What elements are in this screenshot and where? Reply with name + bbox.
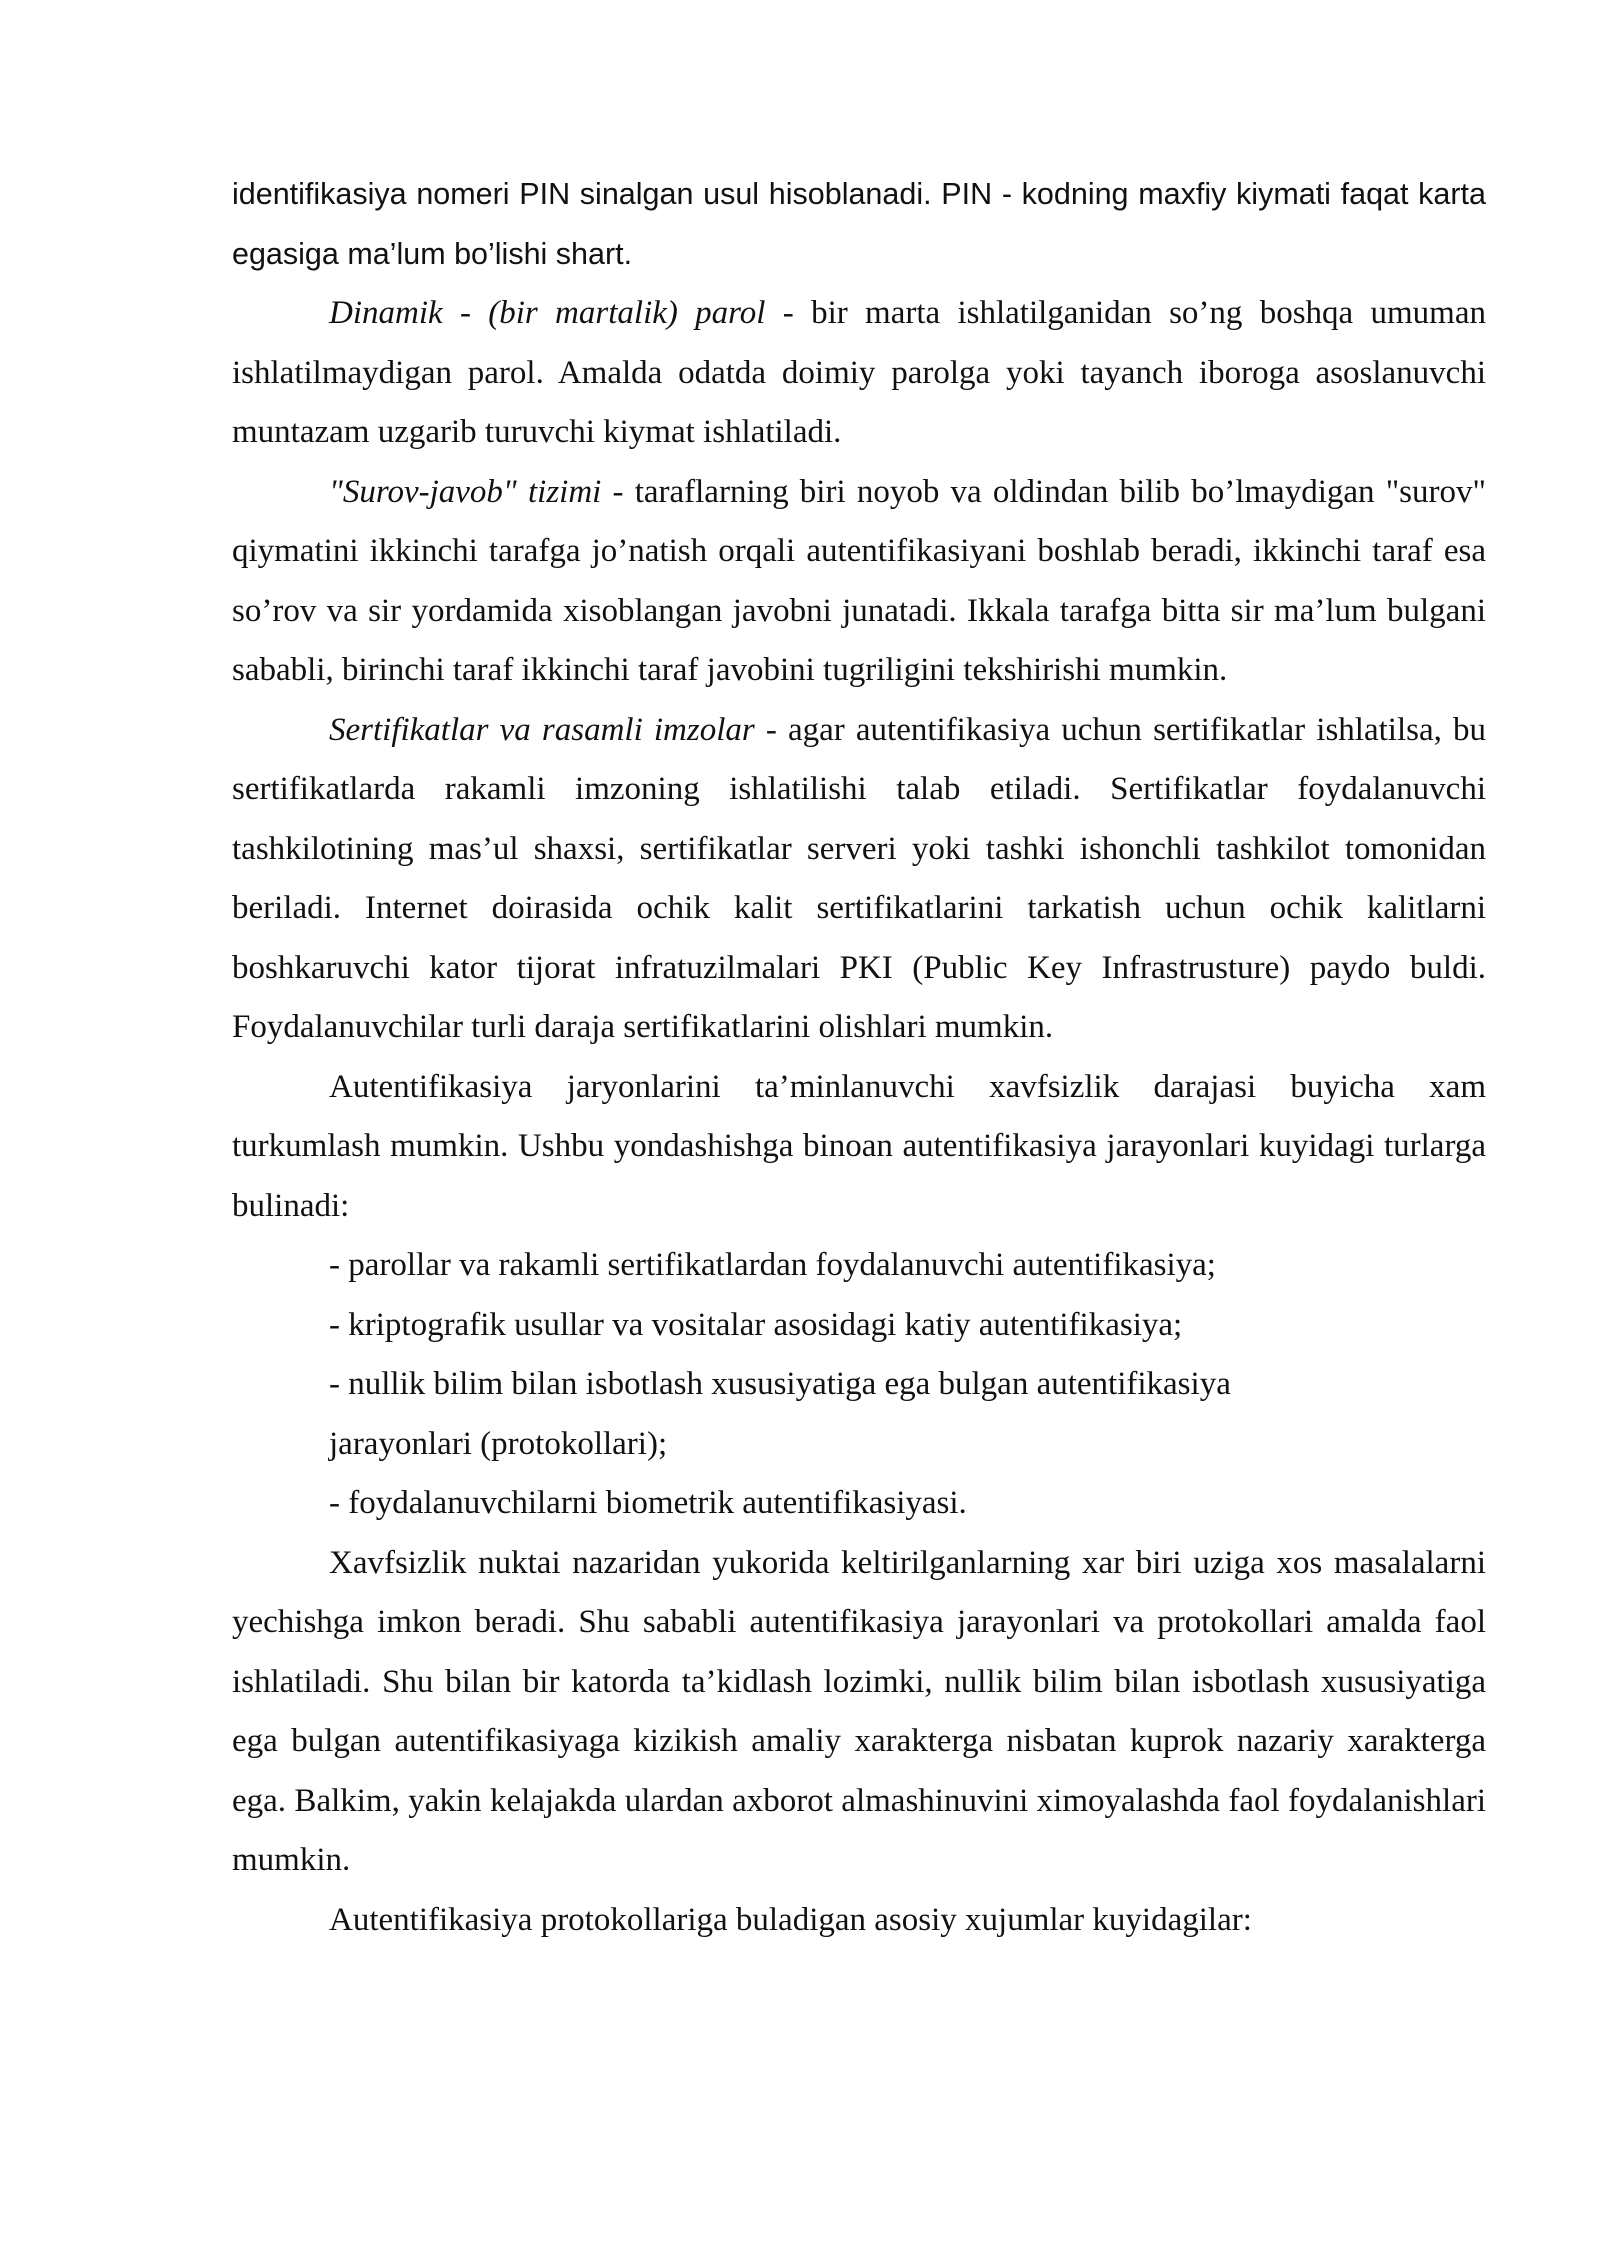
classification-paragraph: Autentifikasiya jaryonlarini ta’minlanuvchi xavfsizlik darajasi buyicha xam turkumlash mumkin. Ushbu yondashishga binoan autentifikasiya jarayonlari kuyidagi turlarga bulinadi: (232, 1068, 1486, 1224)
definition-request-response (232, 463, 1486, 701)
list-item: - kriptografik usullar va vositalar asosidagi katiy autentifikasiya; (329, 1306, 1183, 1343)
security-paragraph: Xavfsizlik nuktai nazaridan yukorida keltirilganlarning xar biri uziga xos masalalarni yechishga imkon beradi. Shu sababli autentifikasiya jarayonlari va protokollari amalda faol ishlatiladi. Shu bilan bir katorda ta’kidlash lozimki, nullik bilim bilan isbotlash xususiyatiga ega bulgan autentifikasiyaga kizikish amaliy xarakterga nisbatan kuprok nazariy xarakterga ega. Balkim, yakin kelajakda ulardan axborot almashinuvini ximoyalashda faol foydalanishlari mumkin. (232, 1544, 1486, 1878)
definition-request-response-text: - taraflarning biri noyob va oldindan bilib bo’lmaydigan "surov" qiymatini ikkinchi tarafga jo’natish orqali autentifikasiyani boshlab beradi, ikkinchi taraf esa so’rov va sir yordamida xisoblangan javobni junatadi. Ikkala tarafga bitta sir ma’lum bulgani sababli, birinchi taraf ikkinchi taraf javobini tugriligini tekshirishi mumkin. (232, 473, 1486, 688)
authentication-types-list (232, 1236, 1486, 1534)
document-page (232, 165, 1486, 1950)
definition-certificates (232, 701, 1486, 1058)
term-dynamic-password: Dinamik - (bir martalik) parol (329, 295, 766, 331)
list-item: - foydalanuvchilarni biometrik autentifikasiyasi. (329, 1485, 967, 1521)
definition-dynamic-password-text: - bir marta ishlatilganidan so’ng boshqa umuman ishlatilmaydigan parol. Amalda odatda doimiy parolga yoki tayanch iboroga asoslanuvchi muntazam uzgarib turuvchi kiymat ishlatiladi. (232, 295, 1486, 450)
closing-paragraph: Autentifikasiya protokollariga buladigan asosiy xujumlar kuyidagilar: (329, 1901, 1252, 1938)
list-item: - parollar va rakamli sertifikatlardan foydalanuvchi autentifikasiya; (329, 1247, 1216, 1283)
term-request-response: "Surov-javob" tizimi (329, 473, 602, 510)
definition-dynamic-password (232, 284, 1486, 463)
intro-paragraph: identifikasiya nomeri PIN sinalgan usul hisoblanadi. PIN - kodning maxfiy kiymati faqat karta egasiga ma’lum bo’lishi shart. (232, 177, 1486, 271)
definition-certificates-text: - agar autentifikasiya uchun sertifikatlar ishlatilsa, bu sertifikatlarda rakamli imzoning ishlatilishi talab etiladi. Sertifikatlar foydalanuvchi tashkilotining mas’ul shaxsi, sertifikatlar serveri yoki tashki ishonchli tashkilot tomonidan beriladi. Internet doirasida ochik kalit sertifikatlarini tarkatish uchun ochik kalitlarni boshkaruvchi kator tijorat infratuzilmalari PKI (Public Key Infrastrusture) paydo buldi. Foydalanuvchilar turli daraja sertifikatlarini olishlari mumkin. (232, 711, 1486, 1045)
list-item: - nullik bilim bilan isbotlash xususiyatiga ega bulgan autentifikasiya jarayonlari (protokollari); (329, 1366, 1231, 1462)
term-certificates: Sertifikatlar va rasamli imzolar (329, 711, 755, 748)
